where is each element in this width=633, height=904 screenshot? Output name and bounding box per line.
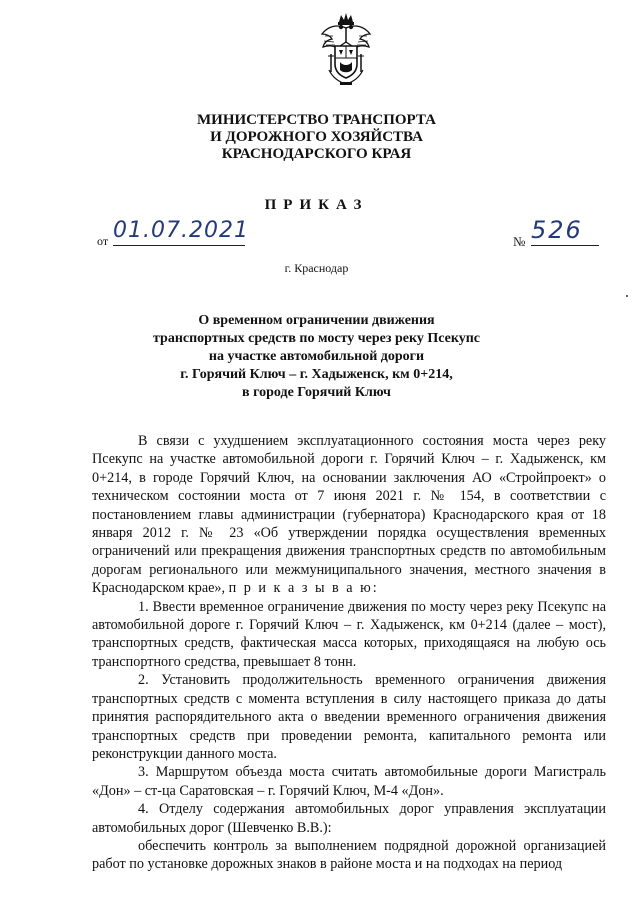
title-line-5: в городе Горячий Ключ: [242, 385, 391, 400]
intro-paragraph: [92, 432, 606, 598]
item-3: 3. Маршрутом объезда моста считать автомобильные дороги Магистраль «Дон» – ст-ца Саратовская – г. Горячий Ключ, М-4 «Дон».: [92, 764, 606, 799]
item-1: 1. Ввести временное ограничение движения по мосту через реку Псекупс на автомобильной дороге г. Горячий Ключ – г. Хадыженск, км 0+214 (далее – мост), транспортных средств, фактическая масса которых, приходящаяся на любую ось транспортного средства, превышает 8 тонн.: [92, 598, 606, 670]
ministry-name-line-2: И ДОРОЖНОГО ХОЗЯЙСТВА: [210, 129, 423, 145]
title-line-1: О временном ограничении движения: [198, 313, 435, 328]
title-line-2: транспортных средств по мосту через реку Псекупс: [153, 331, 480, 346]
order-body: [92, 432, 606, 874]
title-line-3: на участке автомобильной дороги: [208, 349, 425, 364]
coat-of-arms-icon: [319, 12, 373, 88]
item-2: 2. Установить продолжительность временного ограничения движения транспортных средств с момента вступления в силу настоящего приказа до даты принятия распорядительного акта о введении временного ограничения движения транспортных средств при проведении ремонта, капитального ремонта или реконструкции данного моста.: [92, 672, 606, 762]
handwritten-date: 01.07.2021: [113, 218, 249, 243]
city-label: г. Краснодар: [284, 261, 349, 275]
date-prefix: от: [97, 234, 109, 248]
item-4-subparagraph: обеспечить контроль за выполнением подрядной дорожной организацией работ по установке дорожных знаков в районе моста и на подходах на период: [92, 837, 606, 873]
order-word: п р и к а з ы в а ю:: [228, 580, 379, 597]
scan-mark: [626, 295, 628, 297]
ministry-name-line-3: КРАСНОДАРСКОГО КРАЯ: [221, 146, 412, 162]
item-4: 4. Отделу содержания автомобильных дорог управления эксплуатации автомобильных дорог (Шевченко В.В.):: [92, 801, 606, 836]
number-prefix: №: [513, 234, 526, 249]
document-type: ПРИКАЗ: [264, 197, 369, 213]
intro-text: В связи с ухудшением эксплуатационного состояния моста через реку Псекупс на участке автомобильной дороги г. Горячий Ключ – г. Хадыженск, км 0+214, в городе Горячий Ключ, на основании заключения АО «Стройпроект» о техническом состоянии моста от 7 июня 2021 г. № 154, в соответствии с постановлением главы администрации (губернатора) Краснодарского края от 18 января 2012 г. № 23 «Об утверждении порядка осуществления временных ограничений или прекращения движения транспортных средств по автомобильным дорогам регионального или межмуниципального значения, местного значения в Краснодарском крае»,: [92, 433, 606, 597]
handwritten-number: 526: [531, 216, 583, 244]
number-underline: [531, 245, 599, 246]
ministry-name-line-1: МИНИСТЕРСТВО ТРАНСПОРТА: [197, 112, 436, 128]
date-underline: [113, 245, 245, 246]
title-line-4: г. Горячий Ключ – г. Хадыженск, км 0+214,: [180, 367, 453, 382]
